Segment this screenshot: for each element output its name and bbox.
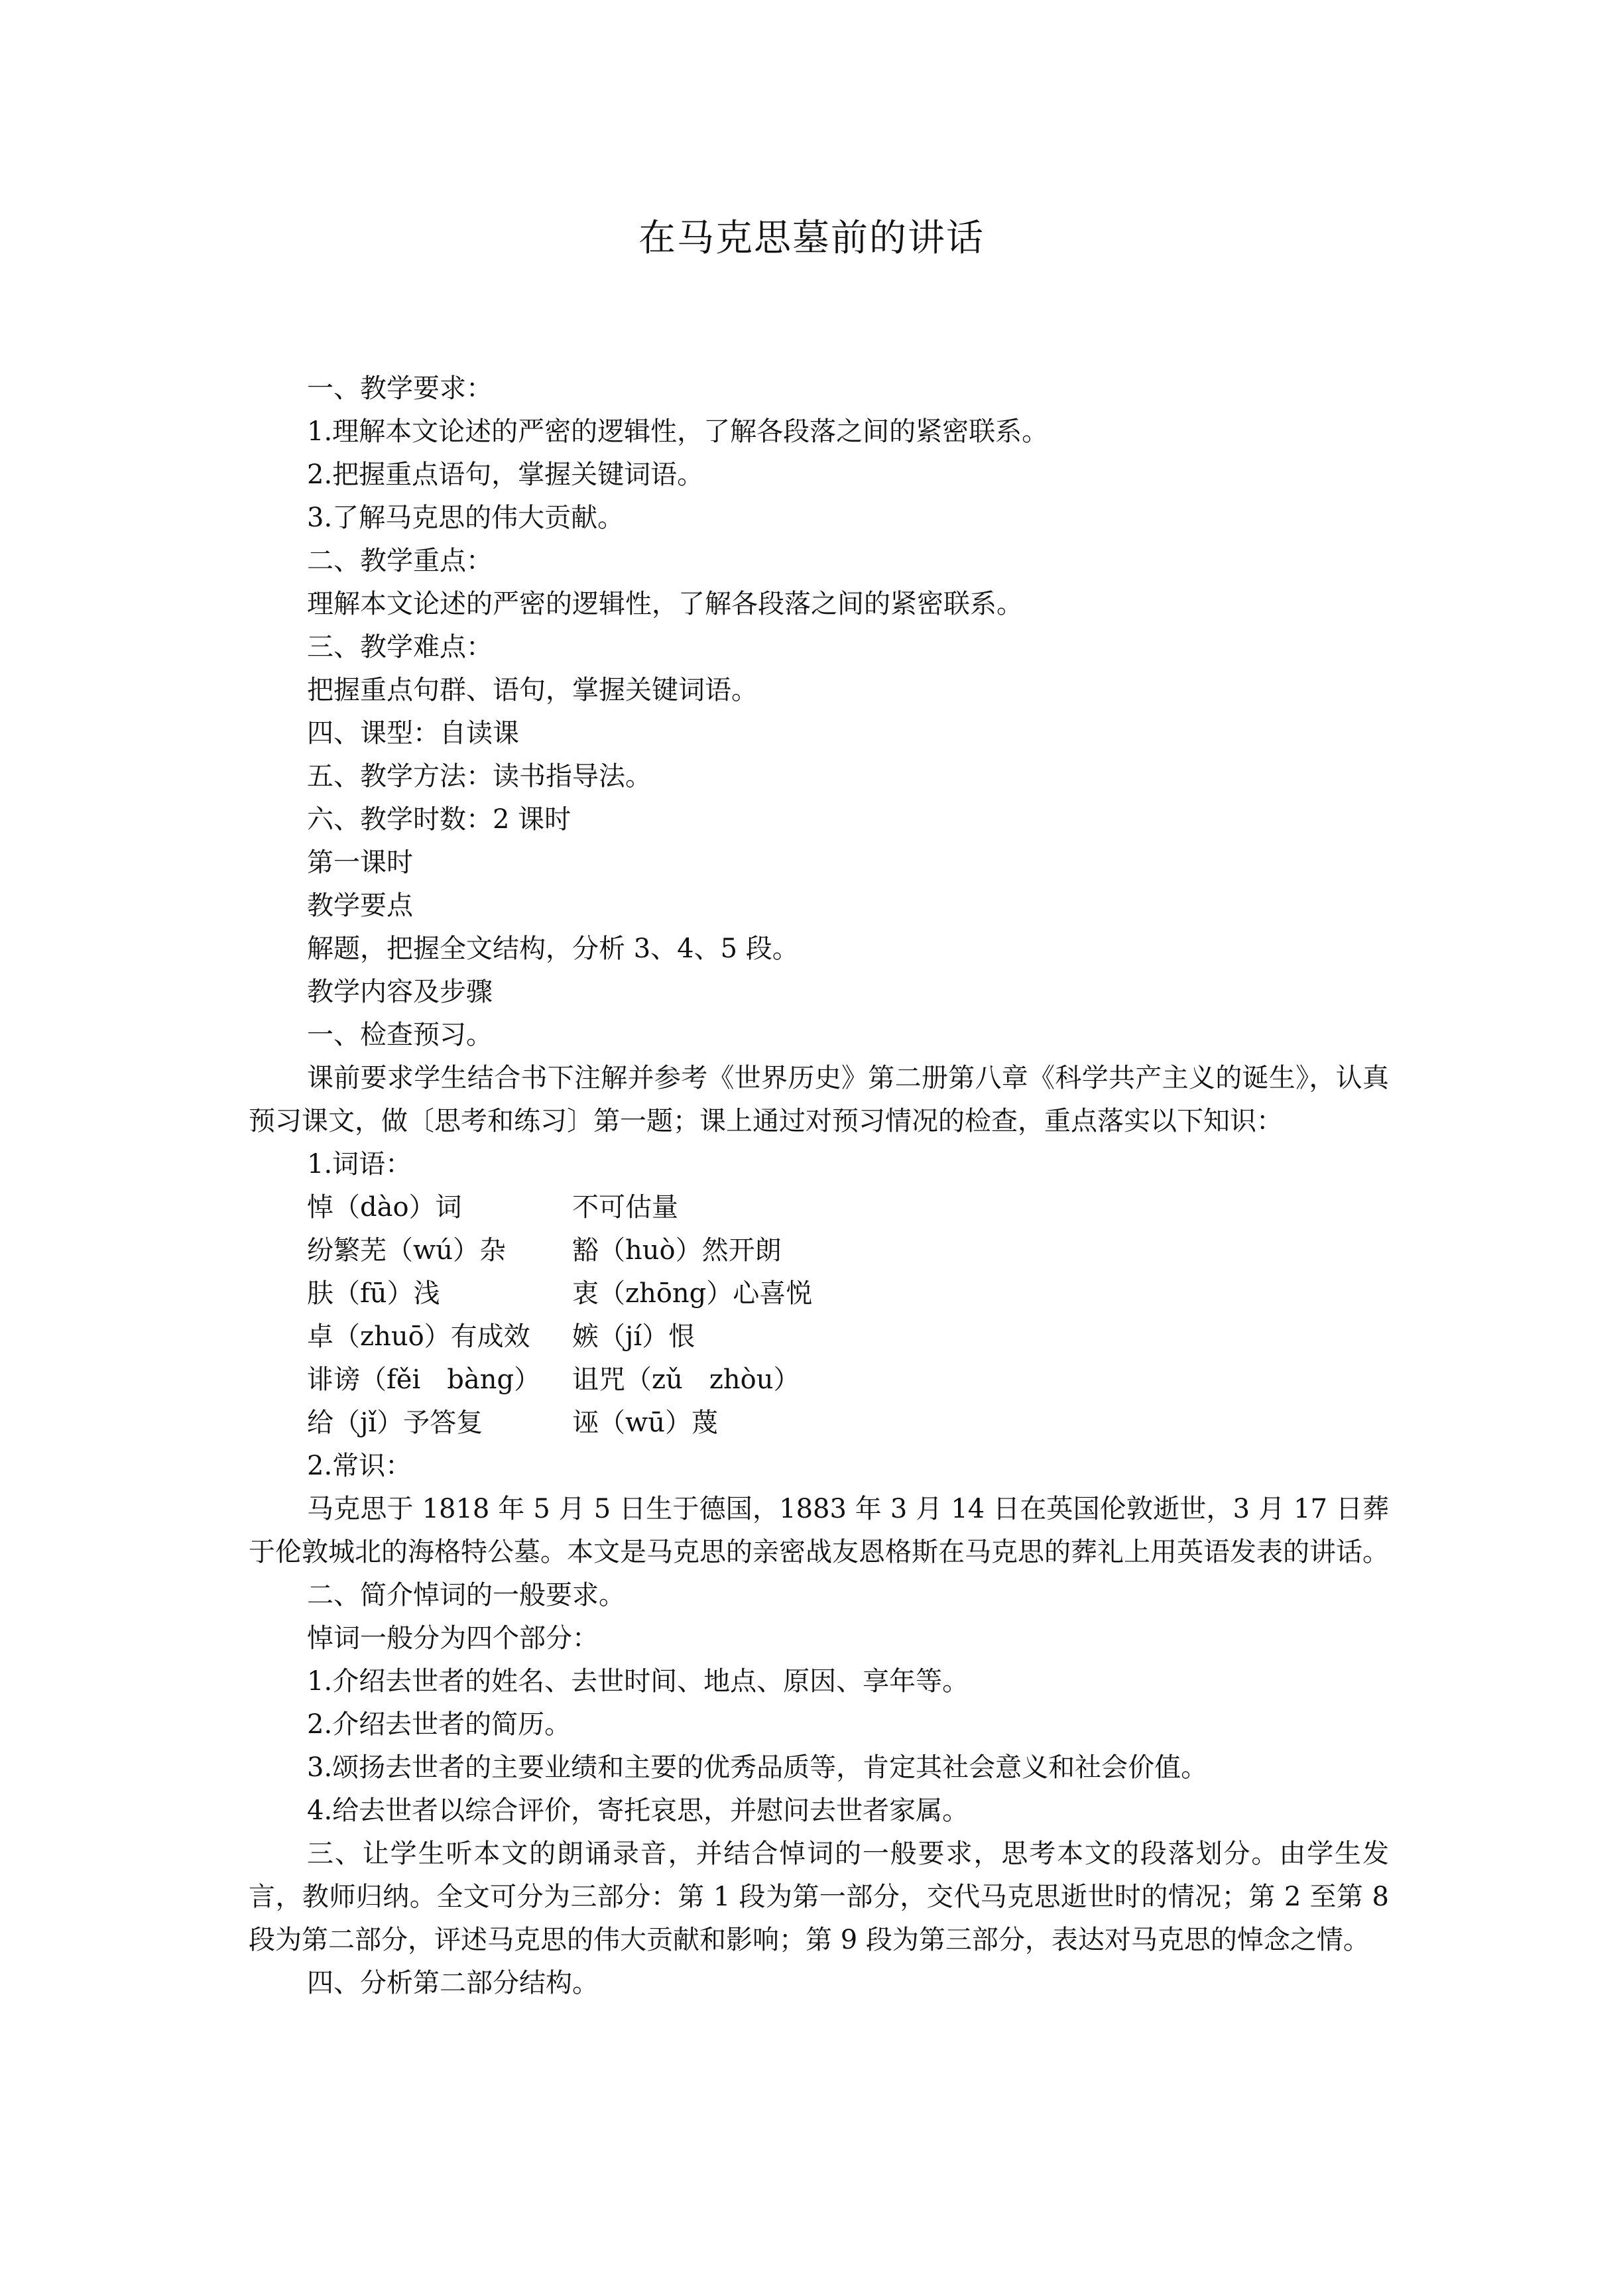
vocab-term: 诬（wū）蔑	[572, 1408, 718, 1438]
paragraph: 马克思于 1818 年 5 月 5 日生于德国，1883 年 3 月 14 日在英国伦敦逝世，3 月 17 日葬于伦敦城北的海格特公墓。本文是马克思的亲密战友恩格斯在马克思的葬礼上用英语发表的讲话。	[249, 1494, 1389, 1567]
section-heading: 二、教学重点：	[307, 546, 493, 576]
paragraph: 把握重点句群、语句，掌握关键词语。	[307, 675, 758, 705]
paragraph: 2.介绍去世者的简历。	[307, 1709, 571, 1740]
paragraph: 理解本文论述的严密的逻辑性，了解各段落之间的紧密联系。	[307, 589, 1023, 619]
section-heading: 四、课型：自读课	[307, 718, 519, 749]
paragraph: 教学内容及步骤	[307, 977, 493, 1007]
vocab-row	[249, 1315, 1389, 1359]
paragraph: 2.常识：	[307, 1451, 412, 1481]
paragraph: 3.颂扬去世者的主要业绩和主要的优秀品质等，肯定其社会意义和社会价值。	[307, 1752, 1208, 1783]
paragraph: 3.了解马克思的伟大贡献。	[307, 503, 625, 533]
vocab-list	[249, 1186, 1389, 1445]
section-heading: 四、分析第二部分结构。	[307, 1968, 599, 1998]
section-heading: 一、教学要求：	[307, 373, 493, 404]
paragraph: 悼词一般分为四个部分：	[307, 1623, 599, 1654]
section-heading: 三、让学生听本文的朗诵录音，并结合悼词的一般要求，思考本文的段落划分。由学生发言，教师归纳。全文可分为三部分：第 1 段为第一部分，交代马克思逝世时的情况；第 2 至第 8 段为第二部分，评述马克思的伟大贡献和影响；第 9 段为第三部分，表达对马克思的悼念之情。	[249, 1839, 1389, 1955]
vocab-term: 衷（zhōng）心喜悦	[572, 1278, 813, 1309]
paragraph: 1.词语：	[307, 1149, 412, 1179]
vocab-term: 卓（zhuō）有成效	[307, 1321, 530, 1352]
vocab-row	[249, 1402, 1389, 1445]
vocab-row	[249, 1186, 1389, 1229]
section-heading: 一、检查预习。	[307, 1020, 493, 1050]
document-title: 在马克思墓前的讲话	[638, 217, 985, 260]
vocab-term: 肤（fū）浅	[307, 1278, 440, 1309]
section-heading: 六、教学时数：2 课时	[307, 804, 571, 835]
paragraph: 2.把握重点语句，掌握关键词语。	[307, 459, 704, 490]
vocab-term: 嫉（jí）恨	[572, 1321, 695, 1352]
paragraph: 教学要点	[307, 890, 413, 921]
paragraph: 1.介绍去世者的姓名、去世时间、地点、原因、享年等。	[307, 1666, 969, 1697]
vocab-term: 诽谤（fěi bàng）	[307, 1364, 541, 1395]
section-heading: 五、教学方法：读书指导法。	[307, 761, 652, 792]
vocab-term: 悼（dào）词	[307, 1192, 462, 1223]
document-body	[249, 367, 1389, 2005]
paragraph: 第一课时	[307, 847, 413, 878]
paragraph: 4.给去世者以综合评价，寄托哀思，并慰问去世者家属。	[307, 1795, 969, 1826]
section-heading: 三、教学难点：	[307, 632, 493, 662]
paragraph: 解题，把握全文结构，分析 3、4、5 段。	[307, 934, 799, 964]
paragraph: 课前要求学生结合书下注解并参考《世界历史》第二册第八章《科学共产主义的诞生》，认真预习课文，做〔思考和练习〕第一题；课上通过对预习情况的检查，重点落实以下知识：	[249, 1063, 1389, 1136]
vocab-row	[249, 1359, 1389, 1402]
vocab-row	[249, 1229, 1389, 1272]
section-heading: 二、简介悼词的一般要求。	[307, 1580, 625, 1610]
vocab-term: 纷繁芜（wú）杂	[307, 1235, 506, 1266]
vocab-term: 诅咒（zǔ zhòu）	[572, 1364, 800, 1395]
vocab-term: 豁（huò）然开朗	[572, 1235, 782, 1266]
paragraph: 1.理解本文论述的严密的逻辑性，了解各段落之间的紧密联系。	[307, 416, 1049, 447]
vocab-row	[249, 1272, 1389, 1315]
vocab-term: 给（jǐ）予答复	[307, 1408, 483, 1438]
vocab-term: 不可估量	[572, 1192, 678, 1223]
